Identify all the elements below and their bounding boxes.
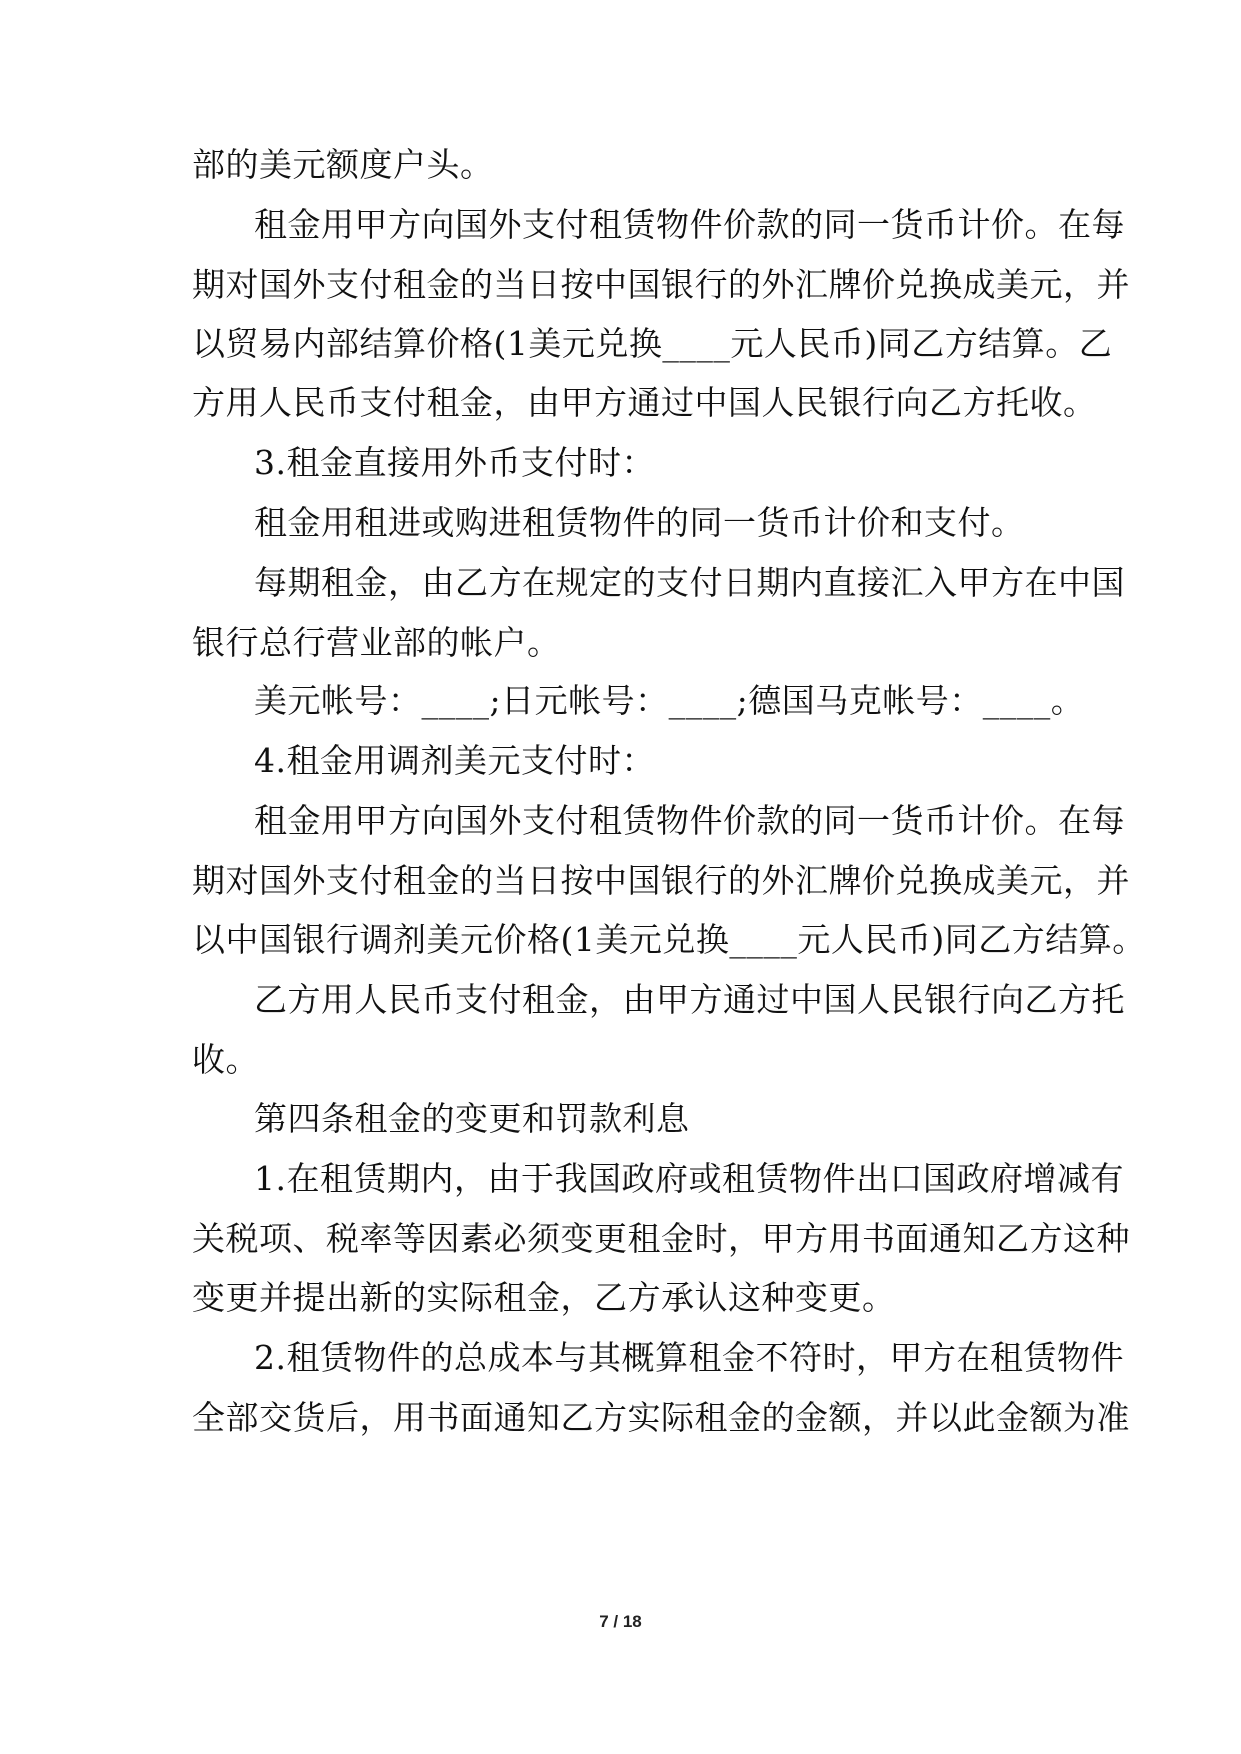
text-line: 3.租金直接用外币支付时： <box>254 443 655 482</box>
text-line: 以贸易内部结算价格(1美元兑换____元人民币)同乙方结算。乙 <box>192 324 1113 363</box>
text-line: 变更并提出新的实际租金，乙方承认这种变更。 <box>192 1278 896 1317</box>
text-line: 2.租赁物件的总成本与其概算租金不符时，甲方在租赁物件 <box>254 1338 1124 1377</box>
text-line: 以中国银行调剂美元价格(1美元兑换____元人民币)同乙方结算。 <box>192 920 1146 959</box>
text-line: 租金用甲方向国外支付租赁物件价款的同一货币计价。在每 <box>254 801 1125 840</box>
text-line: 第四条租金的变更和罚款利息 <box>254 1099 690 1138</box>
text-line: 1.在租赁期内，由于我国政府或租赁物件出口国政府增减有 <box>254 1159 1124 1198</box>
text-line: 租金用租进或购进租赁物件的同一货币计价和支付。 <box>254 503 1025 542</box>
text-line: 4.租金用调剂美元支付时： <box>254 741 655 780</box>
text-line: 收。 <box>192 1040 259 1079</box>
text-line: 方用人民币支付租金，由甲方通过中国人民银行向乙方托收。 <box>192 383 1097 422</box>
page-number: 7 / 18 <box>599 1612 642 1631</box>
text-line: 乙方用人民币支付租金，由甲方通过中国人民银行向乙方托 <box>254 980 1125 1019</box>
text-line: 部的美元额度户头。 <box>192 145 494 184</box>
text-line: 美元帐号：____;日元帐号：____;德国马克帐号：____。 <box>254 681 1085 720</box>
text-line: 每期租金，由乙方在规定的支付日期内直接汇入甲方在中国 <box>254 563 1125 602</box>
text-line: 全部交货后，用书面通知乙方实际租金的金额，并以此金额为准 <box>192 1398 1130 1437</box>
text-line: 租金用甲方向国外支付租赁物件价款的同一货币计价。在每 <box>254 205 1125 244</box>
text-line: 银行总行营业部的帐户。 <box>192 623 561 662</box>
text-line: 期对国外支付租金的当日按中国银行的外汇牌价兑换成美元，并 <box>192 265 1130 304</box>
text-line: 关税项、税率等因素必须变更租金时，甲方用书面通知乙方这种 <box>192 1219 1130 1258</box>
text-line: 期对国外支付租金的当日按中国银行的外汇牌价兑换成美元，并 <box>192 861 1130 900</box>
